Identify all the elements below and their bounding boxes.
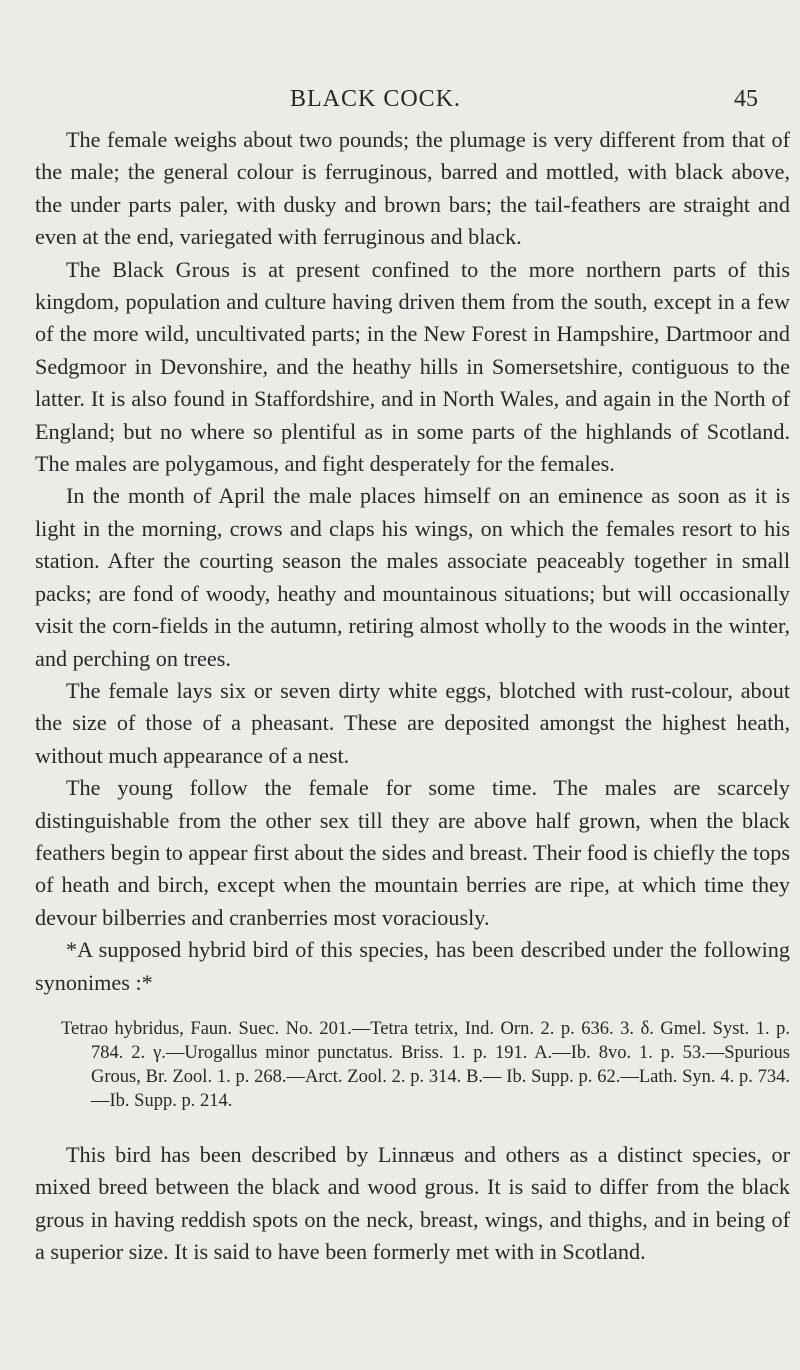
paragraph-courtship: In the month of April the male places himself on an eminence as soon as it is light in the morning, crows and claps his wings, on which the females resort to his station. After the courting season the males associate peaceably together in small packs; are fond of woody, heathy and mountainous situations; but will occasionally visit the corn-fields in the autumn, retiring almost wholly to the woods in the winter, and perching on trees.: [35, 483, 790, 671]
paragraph-young-and-food: The young follow the female for some time. The males are scarcely distinguishable from the other sex till they are above half grown, when the black feathers begin to appear first about the sides and breast. Their food is chiefly the tops of heath and birch, except when the mountain berries are ripe, at which time they devour bilberries and cranberries most voraciously.: [35, 775, 790, 930]
running-head: [0, 86, 800, 120]
body-text: [35, 124, 790, 1269]
paragraph-eggs: The female lays six or seven dirty white eggs, blotched with rust-colour, about the size of those of a pheasant. These are deposited amongst the highest heath, without much appearance of a nest.: [35, 677, 790, 768]
paragraph-hybrid-description: This bird has been described by Linnæus and others as a distinct species, or mixed breed between the black and wood grous. It is said to differ from the black grous in having reddish spots on the neck, breast, wings, and thighs, and in being of a superior size. It is said to have been formerly met with in Scotland.: [35, 1141, 790, 1265]
paragraph-distribution: The Black Grous is at present confined to the more northern parts of this kingdom, population and culture having driven them from the south, except in a few of the more wild, uncultivated parts; in the New Forest in Hampshire, Dartmoor and Sedgmoor in Devonshire, and the heathy hills in Somersetshire, contiguous to the latter. It is also found in Staffordshire, and in North Wales, and again in the North of England; but no where so plentiful as in some parts of the highlands of Scotland. The males are polygamous, and fight desperately for the females.: [35, 256, 790, 477]
synonym-citations: Tetrao hybridus, Faun. Suec. No. 201.—Tetra tetrix, Ind. Orn. 2. p. 636. 3. δ. Gmel. Syst. 1. p. 784. 2. γ.—Urogallus minor punctatus. Briss. 1. p. 191. A.—Ib. 8vo. 1. p. 53.—Spurious Grous, Br. Zool. 1. p. 268.—Arct. Zool. 2. p. 314. B.— Ib. Supp. p. 62.—Lath. Syn. 4. p. 734.—Ib. Supp. p. 214.: [61, 1018, 790, 1111]
paragraph-female-plumage: The female weighs about two pounds; the plumage is very different from that of the male; the general colour is ferruginous, barred and mottled, with black above, the under parts paler, with dusky and brown bars; the tail-feathers are straight and even at the end, variegated with ferruginous and black.: [35, 127, 790, 250]
running-head-title: BLACK COCK.: [290, 86, 462, 112]
paragraph-hybrid-intro: *A supposed hybrid bird of this species, has been described under the following synonimes :*: [35, 937, 790, 995]
page-number: 45: [734, 86, 758, 112]
